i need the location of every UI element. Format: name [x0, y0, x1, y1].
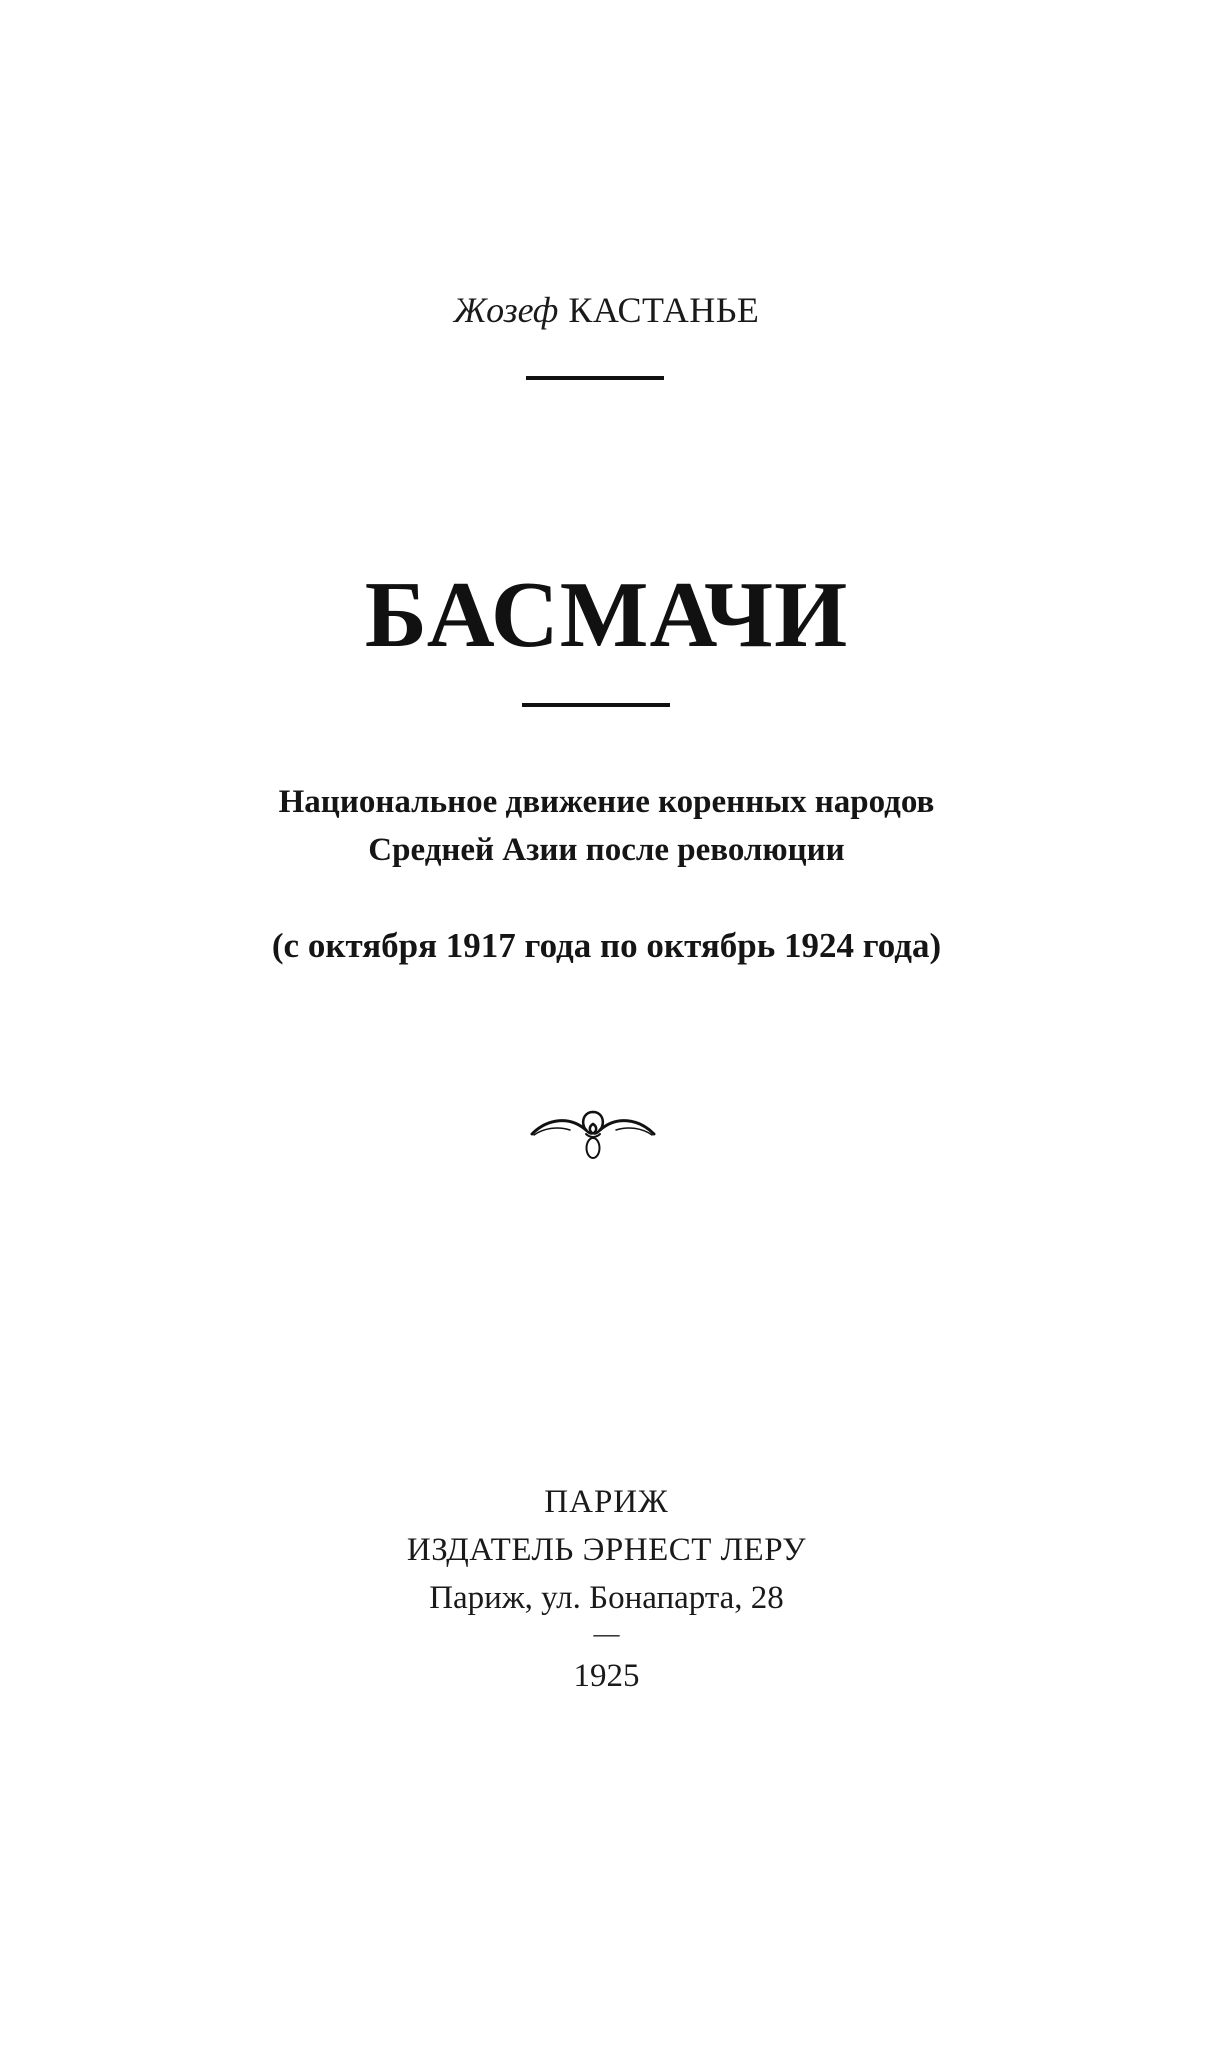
imprint-address: Париж, ул. Бонапарта, 28: [429, 1580, 784, 1616]
imprint-city: ПАРИЖ: [544, 1484, 669, 1520]
author-first-name: Жозеф: [453, 290, 559, 330]
imprint-separator: —: [593, 1619, 620, 1648]
imprint-year: 1925: [573, 1658, 640, 1694]
imprint-publisher: ИЗДАТЕЛЬ ЭРНЕСТ ЛЕРУ: [406, 1532, 807, 1568]
fleuron-ornament-icon: [530, 1104, 656, 1168]
book-subtitle: [0, 778, 1213, 874]
subtitle-line-1: Национальное движение коренных народов: [278, 784, 935, 820]
book-title: БАСМАЧИ: [364, 563, 849, 667]
subtitle-line-2: Средней Азии после революции: [368, 832, 845, 868]
author-last-name: КАСТАНЬЕ: [568, 290, 760, 330]
date-range: (с октября 1917 года по октябрь 1924 года): [271, 926, 942, 965]
author-divider: [526, 376, 664, 380]
author-line: [0, 288, 1213, 332]
title-divider: [522, 703, 670, 707]
imprint-block: [0, 1478, 1213, 1700]
